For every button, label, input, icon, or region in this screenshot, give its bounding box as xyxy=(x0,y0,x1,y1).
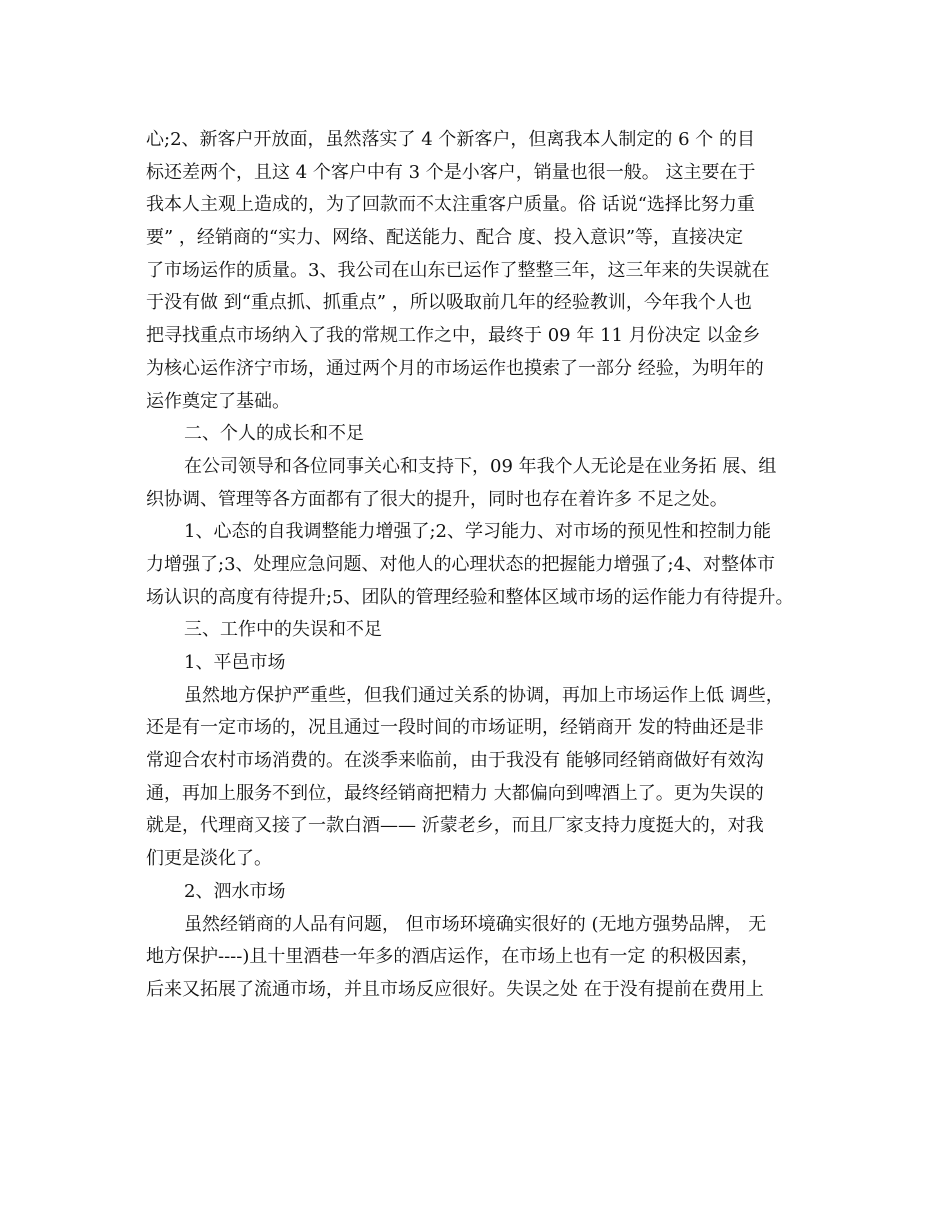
text-line: 通，再加上服务不到位，最终经销商把精力 大都偏向到啤酒上了。更为失误的 xyxy=(146,782,764,804)
text-line: 虽然地方保护严重些，但我们通过关系的协调，再加上市场运作上低 调些， xyxy=(184,684,784,706)
text-line: 要” ，经销商的“实力、网络、配送能力、配合 度、投入意识”等，直接决定 xyxy=(146,227,744,249)
text-line: 地方保护----)且十里酒巷一年多的酒店运作，在市场上也有一定 的积极因素， xyxy=(146,946,760,968)
text-line: 我本人主观上造成的，为了回款而不太注重客户质量。俗 话说“选择比努力重 xyxy=(146,194,755,216)
text-line: 后来又拓展了流通市场，并且市场反应很好。失误之处 在于没有提前在费用上 xyxy=(146,978,764,1000)
text-line: 在公司领导和各位同事关心和支持下，09 年我个人无论是在业务拓 展、组 xyxy=(184,455,777,477)
text-line: 了市场运作的质量。3、我公司在山东已运作了整整三年，这三年来的失误就在 xyxy=(146,259,770,281)
text-line: 虽然经销商的人品有问题， 但市场环境确实很好的 (无地方强势品牌， 无 xyxy=(184,913,767,935)
text-line: 心;2、新客户开放面，虽然落实了 4 个新客户，但离我本人制定的 6 个 的目 xyxy=(146,129,756,150)
text-line: 二、个人的成长和不足 xyxy=(184,423,364,445)
text-line: 标还差两个，且这 4 个客户中有 3 个是小客户，销量也很一般。 这主要在于 xyxy=(146,161,756,183)
document-body xyxy=(146,124,826,1007)
text-line: 织协调、管理等各方面都有了很大的提升，同时也存在着许多 不足之处。 xyxy=(146,488,728,510)
text-line: 2、泗水市场 xyxy=(184,880,286,902)
text-line: 们更是淡化了。 xyxy=(146,848,272,870)
text-line: 还是有一定市场的，况且通过一段时间的市场证明，经销商开 发的特曲还是非 xyxy=(146,717,764,739)
text-line: 就是，代理商又接了一款白酒—— 沂蒙老乡，而且厂家支持力度挺大的，对我 xyxy=(146,815,764,837)
text-line: 场认识的高度有待提升;5、团队的管理经验和整体区域市场的运作能力有待提升。 xyxy=(146,586,794,608)
text-line: 1、心态的自我调整能力增强了;2、学习能力、对市场的预见性和控制力能 xyxy=(184,521,771,543)
text-line: 于没有做 到“重点抓、抓重点” ，所以吸取前几年的经验教训，今年我个人也 xyxy=(146,292,752,314)
text-line: 运作奠定了基础。 xyxy=(146,390,290,412)
text-line: 力增强了;3、处理应急问题、对他人的心理状态的把握能力增强了;4、对整体市 xyxy=(146,553,776,575)
text-line: 1、平邑市场 xyxy=(184,652,286,673)
text-line: 常迎合农村市场消费的。在淡季来临前，由于我没有 能够同经销商做好有效沟 xyxy=(146,750,764,772)
text-line: 把寻找重点市场纳入了我的常规工作之中，最终于 09 年 11 月份决定 以金乡 xyxy=(146,325,761,347)
text-line: 为核心运作济宁市场，通过两个月的市场运作也摸索了一部分 经验，为明年的 xyxy=(146,357,764,379)
text-line: 三、工作中的失误和不足 xyxy=(184,619,382,641)
